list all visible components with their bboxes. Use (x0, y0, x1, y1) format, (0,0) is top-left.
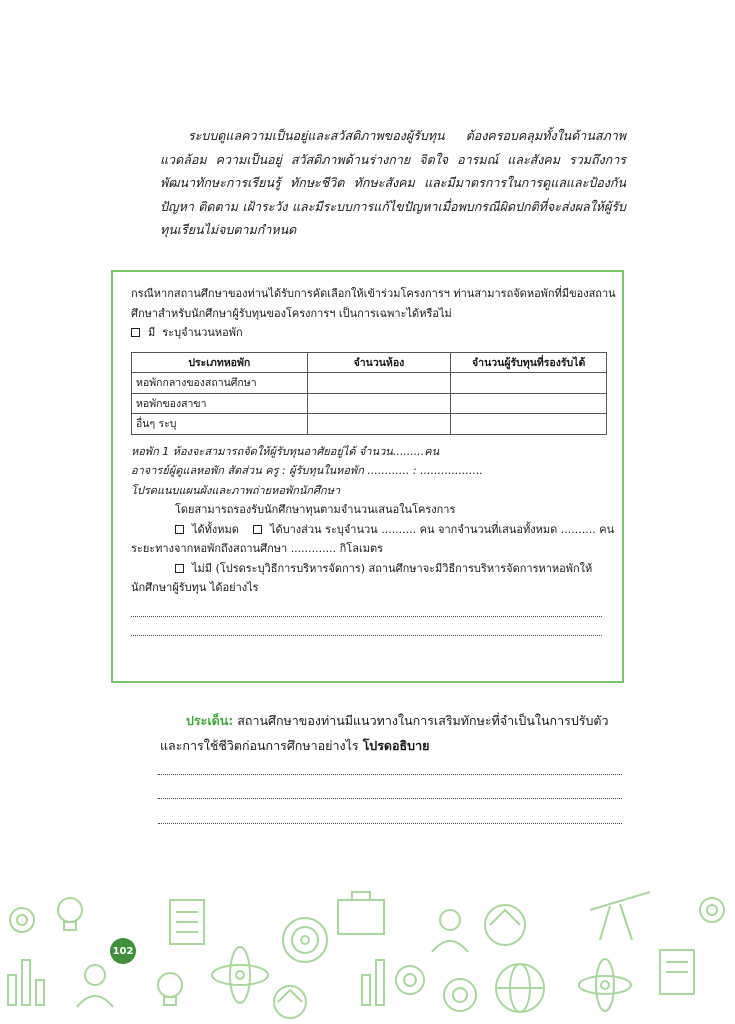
capacity-cell[interactable] (451, 414, 607, 435)
page-number-badge (110, 938, 136, 964)
table-row (132, 393, 607, 414)
answer-dotted-line[interactable] (158, 798, 622, 799)
lightbulb-icon (58, 898, 82, 930)
option-all-label: ได้ทั้งหมด (192, 522, 239, 536)
chart-icon (362, 960, 384, 1005)
capacity-line: โดยสามารถรองรับนักศึกษาทุนตามจำนวนเสนอในโครงการ (175, 503, 456, 516)
room-count-cell[interactable] (307, 393, 451, 414)
issue-text-2: และการใช้ชีวิตก่อนการศึกษาอย่างไร (160, 738, 359, 753)
option-none-continuation: นักศึกษาผู้รับทุน ได้อย่างไร (131, 581, 259, 594)
option-none-row (131, 559, 608, 579)
recycle-icon (485, 905, 525, 945)
page-number: 102 (112, 945, 134, 957)
capacity-cell[interactable] (451, 373, 607, 394)
none-checkbox[interactable] (175, 564, 184, 573)
question-line-1: กรณีหากสถานศึกษาของท่านได้รับการคัดเลือกให้เข้าร่วมโครงการฯ ท่านสามารถจัดหอพักที่มีของสถาน (131, 287, 616, 300)
table-header-row (132, 352, 607, 373)
person-icon (77, 965, 113, 1007)
dormitory-form-box (111, 270, 624, 683)
issue-section (160, 708, 626, 758)
target-icon (444, 979, 476, 1011)
issue-text-1: สถานศึกษาของท่านมีแนวทางในการเสริมทักษะที่จำเป็นในการปรับตัว (237, 713, 609, 728)
document-icon (660, 950, 694, 994)
distance-line: ระยะทางจากหอพักถึงสถานศึกษา ............. กิโลเมตร (131, 542, 384, 555)
briefcase-icon (338, 892, 384, 934)
recycle-icon (274, 986, 306, 1018)
answer-dotted-line[interactable] (158, 774, 622, 775)
atom-icon (579, 959, 631, 1011)
dorm-type-cell: อื่นๆ ระบุ (132, 414, 308, 435)
attach-plan-note: โปรดแนบแผนผังและภาพถ่ายหอพักนักศึกษา (131, 483, 341, 497)
lightbulb-icon (158, 973, 182, 1005)
intro-paragraph (160, 124, 626, 242)
gear-icon (10, 908, 34, 932)
partial-checkbox[interactable] (253, 525, 262, 534)
answer-dotted-line[interactable] (131, 598, 602, 617)
issue-line-1 (160, 708, 626, 733)
option-have-label: มี (148, 326, 156, 339)
all-checkbox[interactable] (175, 525, 184, 534)
person-icon (432, 910, 468, 952)
option-all-partial-row (131, 520, 615, 540)
room-occupancy-note: หอพัก 1 ห้องจะสามารถจัดให้ผู้รับทุนอาศัยอยู่ได้ จำนวน.........คน (131, 444, 440, 458)
question-line-2: ศึกษาสำหรับนักศึกษาผู้รับทุนของโครงการฯ เป็นการเฉพาะได้หรือไม่ (131, 306, 452, 320)
intro-text: ระบบดูแลความเป็นอยู่และสวัสดิภาพของผู้รับทุน ต้องครอบคลุมทั้งในด้านสภาพแวดล้อม ความเป็นอยู่ สวัสดิภาพด้านร่างกาย จิตใจ อารมณ์ และสังคม รวมถึงการพัฒนาทักษะการเรียนรู้ ทักษะชีวิต ทักษะสังคม และมีมาตรการในการดูแลและป้องกันปัญหา ติดตาม เฝ้าระวัง และมีระบบการแก้ไขปัญหาเมื่อพบกรณีผิดปกติที่จะส่งผลให้ผู้รับทุนเรียนไม่จบตามกำหนด (160, 128, 626, 238)
dormitory-table (131, 352, 607, 435)
room-count-cell[interactable] (307, 373, 451, 394)
teacher-ratio-note: อาจารย์ผู้ดูแลหอพัก สัดส่วน ครู : ผู้รับทุนในหอพัก ............ : .................. (131, 464, 484, 477)
header-capacity: จำนวนผู้รับทุนที่รองรับได้ (451, 352, 607, 373)
issue-label: ประเด็น: (186, 713, 234, 728)
issue-emphasis: โปรดอธิบาย (362, 738, 430, 753)
header-room-count: จำนวนห้อง (307, 352, 451, 373)
globe-icon (496, 964, 544, 1012)
option-have-detail: ระบุจำนวนหอพัก (162, 326, 243, 339)
option-have-row (131, 323, 608, 343)
telescope-icon (590, 892, 650, 940)
issue-line-2 (160, 733, 626, 758)
gear-icon (700, 898, 724, 922)
table-row (132, 414, 607, 435)
dorm-type-cell: หอพักกลางของสถานศึกษา (132, 373, 308, 394)
answer-dotted-line[interactable] (131, 617, 602, 636)
table-row (132, 373, 607, 394)
header-dorm-type: ประเภทหอพัก (132, 352, 308, 373)
room-count-cell[interactable] (307, 414, 451, 435)
target-icon (283, 918, 327, 962)
dorm-type-cell: หอพักของสาขา (132, 393, 308, 414)
option-partial-label: ได้บางส่วน ระบุจำนวน .......... คน จากจำนวนที่เสนอทั้งหมด .......... คน (269, 522, 615, 536)
gear-icon (396, 966, 424, 994)
answer-dotted-line[interactable] (158, 823, 622, 824)
capacity-cell[interactable] (451, 393, 607, 414)
atom-icon (212, 947, 268, 1003)
chart-icon (8, 960, 44, 1005)
document-icon (170, 900, 204, 944)
option-none-label: ไม่มี (โปรดระบุวิธีการบริหารจัดการ) สถานศึกษาจะมีวิธีการบริหารจัดการหาหอพักให้ (192, 561, 593, 575)
have-checkbox[interactable] (131, 328, 140, 337)
